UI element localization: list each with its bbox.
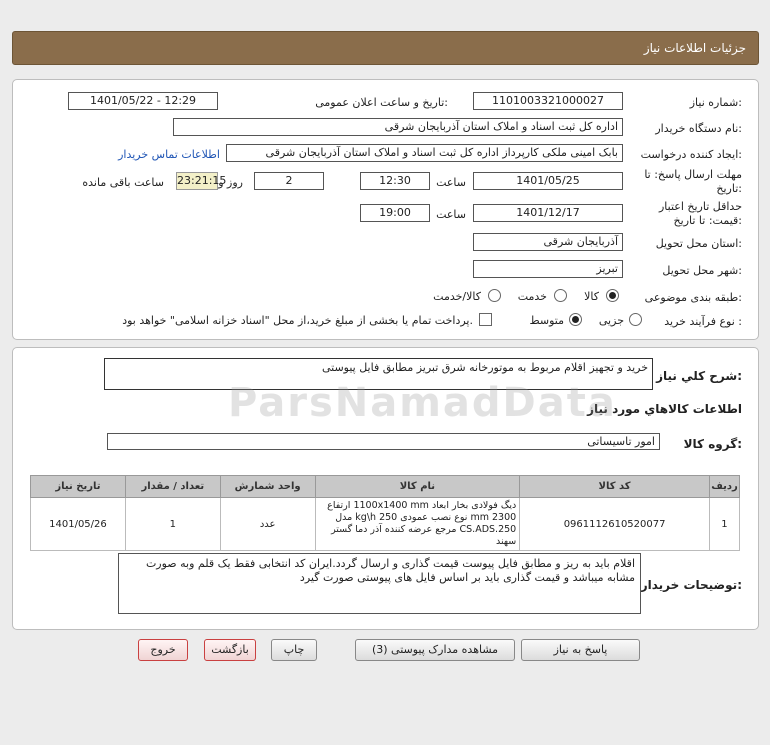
exit-button[interactable]: خروج [138,639,188,661]
summary-label: شرح کلي نياز: [656,369,742,383]
view-attachments-button[interactable]: مشاهده مدارک پیوستی (3) [355,639,515,661]
need-number-label: شماره نیاز: [689,96,742,109]
cell-name: دیگ فولادی بخار ابعاد 1100x1400 mm ارتفاع 2300 mm نوع نصب عمودی 250 kg\h مدل CS.ADS.250 مرجع عرضه کننده آذر دما گستر سهند [315,498,520,551]
table-header-row [31,476,740,498]
goods-section-title: اطلاعات کالاهاي مورد نياز [587,402,742,416]
notes-label: توضیحات خریدار: [640,578,742,592]
print-button[interactable]: چاپ [271,639,317,661]
contact-buyer-link[interactable]: اطلاعات تماس خریدار [118,148,220,161]
category-option-goods-service: کالا/خدمت [433,290,481,303]
creator-field: بابک امینی ملکی کارپرداز اداره کل ثبت اسناد و املاک استان آذربایجان شرقی [226,144,623,162]
need-number-field: 1101003321000027 [473,92,623,110]
process-label: نوع فرآیند خرید : [664,315,742,328]
buyer-field: اداره کل ثبت اسناد و املاک استان آذربایجان شرقی [173,118,623,136]
category-radio-goods[interactable] [606,289,619,302]
col-date-header: تاریخ نیاز [31,476,126,498]
cell-date: 1401/05/26 [31,498,126,551]
process-radio-minor[interactable] [629,313,642,326]
buyer-label: نام دستگاه خریدار: [655,122,742,135]
category-radio-service[interactable] [554,289,567,302]
goods-table [30,475,740,551]
category-option-service: خدمت [517,290,547,303]
cell-row: 1 [709,498,739,551]
col-unit-header: واحد شمارش [220,476,315,498]
page-header [12,31,759,65]
validity-date-field: 1401/12/17 [473,204,623,222]
summary-field: خرید و تجهیز اقلام مربوط به موتورخانه شرق تبریز مطابق فایل پیوستی [104,358,653,390]
deadline-time-label: ساعت [436,176,466,189]
notes-field: اقلام باید به ریز و مطابق فایل پیوست قیمت گذاری و ارسال گردد.ایران کد انتخابی فقط یک قلم وبه صورت مشابه میباشد و قیمت گذاری باید بر اساس فایل های پیوستی صورت گیرد [118,553,641,614]
col-code-header: کد کالا [520,476,710,498]
watermark-logo: ParsNamadData [228,380,617,426]
announce-field: 1401/05/22 - 12:29 [68,92,218,110]
payment-note: پرداخت تمام یا بخشی از مبلغ خرید،از محل "اسناد خزانه اسلامی" خواهد بود. [122,314,473,327]
category-label: طبقه بندی موضوعی: [644,291,742,304]
process-option-medium: متوسط [529,314,564,327]
remaining-label: ساعت باقی مانده [82,176,164,189]
creator-label: ایجاد کننده درخواست: [640,148,742,161]
deadline-label: مهلت ارسال پاسخ: تا تاریخ: [644,168,742,195]
city-label: شهر محل تحویل: [662,264,742,277]
validity-label: حداقل تاریخ اعتبار قیمت: تا تاریخ: [658,200,742,227]
category-radio-goods-service[interactable] [488,289,501,302]
col-qty-header: تعداد / مقدار [125,476,220,498]
province-field: آذربایجان شرقی [473,233,623,251]
province-label: استان محل تحویل: [655,237,742,250]
deadline-time-field: 12:30 [360,172,430,190]
deadline-date-field: 1401/05/25 [473,172,623,190]
table-row[interactable] [31,498,740,551]
city-field: تبریز [473,260,623,278]
back-button[interactable]: بازگشت [204,639,256,661]
days-label: روز و [218,176,243,189]
reply-button[interactable]: پاسخ به نیاز [521,639,640,661]
announce-label: تاریخ و ساعت اعلان عمومی: [315,96,448,109]
cell-qty: 1 [125,498,220,551]
goods-group-label: گروه کالا: [683,437,742,451]
treasury-checkbox[interactable] [479,313,492,326]
days-field: 2 [254,172,324,190]
cell-unit: عدد [220,498,315,551]
validity-time-label: ساعت [436,208,466,221]
category-option-goods: کالا [584,290,599,303]
col-name-header: نام کالا [315,476,520,498]
validity-time-field: 19:00 [360,204,430,222]
col-row-header: ردیف [709,476,739,498]
page-title: جزئیات اطلاعات نیاز [643,41,746,55]
process-radio-medium[interactable] [569,313,582,326]
cell-code: 0961112610520077 [520,498,710,551]
process-option-minor: جزیی [598,314,624,327]
goods-group-field: امور تاسیساتی [107,433,660,450]
remaining-time-field: 23:21:15 [176,172,218,190]
